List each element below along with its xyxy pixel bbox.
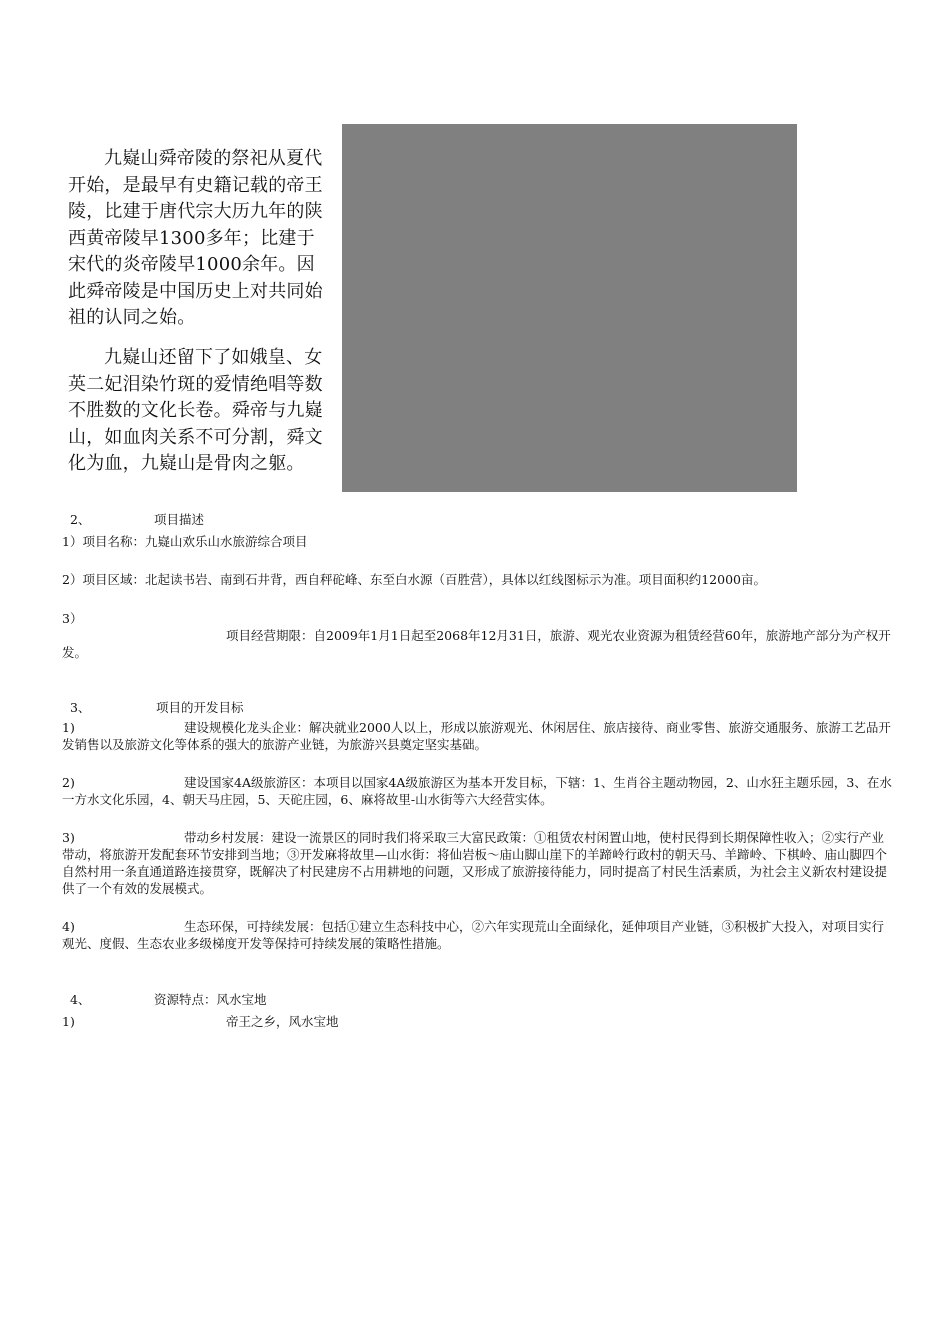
section-3-item-3-number: 3) [62,830,75,845]
section-4-number: 4、 [69,992,91,1007]
section-2-item-2: 2）项目区域：北起读书岩、南到石井背，西自秤砣峰、东至白水源（百胜营），具体以红线图标示为准。项目面积约12000亩。 [62,572,766,587]
section-2-heading [62,494,892,528]
section-3-item-4-number: 4) [62,919,75,934]
section-2-item-3-number: 3） [62,611,83,626]
section-3-item-1 [62,719,892,753]
section-2-number: 2、 [69,512,91,527]
section-4-item-1-number: 1) [62,1014,75,1029]
section-3-number: 3、 [69,700,91,715]
section-3-item-1-text: 建设规模化龙头企业：解决就业2000人以上，形成以旅游观光、休闲居住、旅店接待、商业零售、旅游交通服务、旅游工艺品开发销售以及旅游文化等体系的强大的旅游产业链，为旅游兴县奠定坚实基础。 [62,720,891,752]
section-3-item-4-text: 生态环保，可持续发展：包括①建立生态科技中心，②六年实现荒山全面绿化，延伸项目产业链，③积极扩大投入，对项目实行观光、度假、生态农业多级梯度开发等保持可持续发展的策略性措施。 [62,919,885,951]
section-2-title: 项目描述 [153,512,204,527]
section-3-item-2-number: 2) [62,775,75,790]
section-2-item-1: 1）项目名称：九嶷山欢乐山水旅游综合项目 [62,534,308,549]
section-3-item-3 [62,829,892,897]
section-4-title: 资源特点：风水宝地 [153,992,267,1007]
intro-paragraph-2: 九嶷山还留下了如娥皇、女英二妃泪染竹斑的爱情绝唱等数不胜数的文化长卷。舜帝与九嶷山，如血肉关系不可分割，舜文化为血，九嶷山是骨肉之躯。 [68,347,323,474]
section-3-item-4 [62,918,892,952]
section-2-item-3-text: 项目经营期限：自2009年1月1日起至2068年12月31日，旅游、观光农业资源为租赁经营60年，旅游地产部分为产权开发。 [62,628,891,660]
section-4-item-1-text: 帝王之乡，风水宝地 [226,1014,339,1029]
section-3-title: 项目的开发目标 [155,700,244,715]
section-3-item-2-text: 建设国家4A级旅游区：本项目以国家4A级旅游区为基本开发目标，下辖：1、生肖谷主题动物园，2、山水狂主题乐园，3、在水一方水文化乐园，4、朝天马庄园，5、天砣庄园，6、麻将故里-山水街等六大经营实体。 [62,775,892,807]
section-3-item-2 [62,774,892,808]
section-3-item-1-number: 1) [62,720,75,735]
intro-paragraph-1: 九嶷山舜帝陵的祭祀从夏代开始，是最早有史籍记载的帝王陵，比建于唐代宗大历九年的陕西黄帝陵早1300多年；比建于宋代的炎帝陵早1000余年。因此舜帝陵是中国历史上对共同始祖的认同之始。 [68,148,323,328]
placeholder-image [342,124,797,492]
section-3-heading [62,682,892,716]
section-4-heading [62,974,892,1008]
section-3-item-3-text: 带动乡村发展：建设一流景区的同时我们将采取三大富民政策：①租赁农村闲置山地，使村民得到长期保障性收入；②实行产业带动，将旅游开发配套环节安排到当地；③开发麻将故里—山水街：将仙岩板～庙山脚山崖下的羊蹄岭行政村的朝天马、羊蹄岭、下棋岭、庙山脚四个自然村用一条直通道路连接贯穿，既解决了村民建房不占用耕地的问题，又形成了旅游接待能力，同时提高了村民生活素质，为社会主义新农村建设提供了一个有效的发展模式。 [62,830,888,896]
section-4-item-1 [62,1013,892,1030]
